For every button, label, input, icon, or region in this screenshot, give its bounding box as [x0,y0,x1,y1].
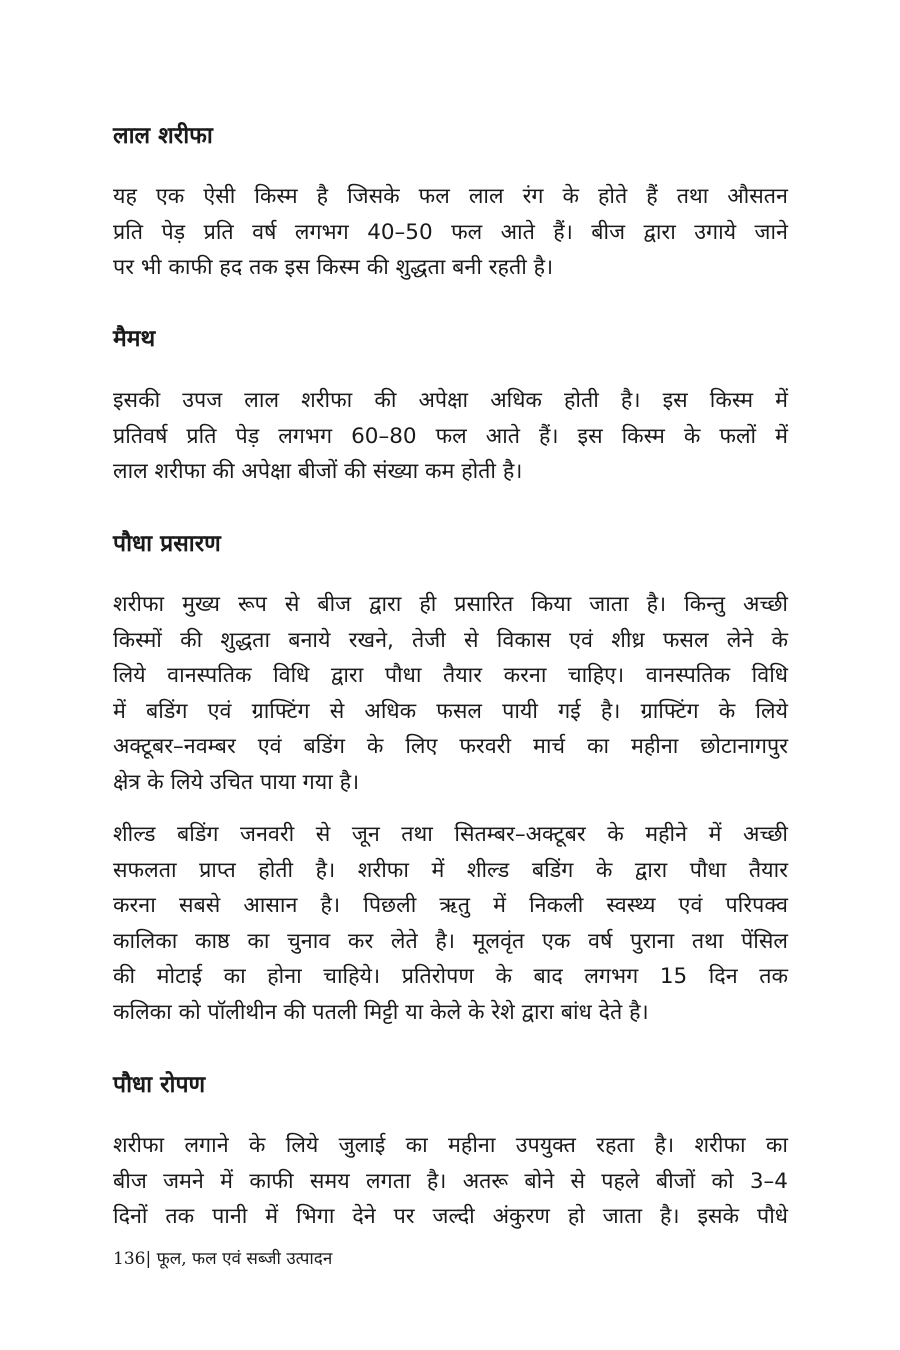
paragraph [113,179,788,286]
section-heading: पौधा प्रसारण [113,531,221,557]
paragraph-line: में बडिंग एवं ग्राफ्टिंग से अधिक फसल पायी गई है। ग्राफ्टिंग के लिये [113,698,788,724]
page-footer [113,1247,332,1271]
paragraph-line: लिये वानस्पतिक विधि द्वारा पौधा तैयार करना चाहिए। वानस्पतिक विधि [113,663,788,688]
paragraph-line: इसकी उपज लाल शरीफा की अपेक्षा अधिक होती है। इस किस्म में [113,388,788,413]
paragraph-line: शरीफा मुख्य रूप से बीज द्वारा ही प्रसारित किया जाता है। किन्तु अच्छी [113,592,788,617]
paragraph-line: कलिका को पॉलीथीन की पतली मिट्टी या केले के रेशे द्वारा बांध देते है। [113,999,649,1025]
paragraph-line: किस्मों की शुद्धता बनाये रखने, तेजी से विकास एवं शीध्र फसल लेने के [113,627,788,653]
page-number: 136 [113,1249,146,1269]
paragraph-line: सफलता प्राप्त होती है। शरीफा में शील्ड बडिंग के द्वारा पौधा तैयार [113,857,788,883]
paragraph-line: अक्टूबर–नवम्बर एवं बडिंग के लिए फरवरी मार्च का महीना छोटानागपुर [113,734,788,759]
paragraph-line: पर भी काफी हद तक इस किस्म की शुद्धता बनी रहती है। [113,255,554,280]
paragraph-line: की मोटाई का होना चाहिये। प्रतिरोपण के बाद लगभग 15 दिन तक [113,964,788,989]
section-heading: पौधा रोपण [113,1072,206,1098]
paragraph-line: यह एक ऐसी किस्म है जिसके फल लाल रंग के होते हैं तथा औसतन [113,184,788,209]
paragraph-line: दिनों तक पानी में भिगा देने पर जल्दी अंकुरण हो जाता है। इसके पौधे [113,1204,788,1229]
paragraph [113,587,788,800]
paragraph-line: शरीफा लगाने के लिये जुलाई का महीना उपयुक्त रहता है। शरीफा का [113,1133,788,1158]
paragraph-line: कालिका काष्ठ का चुनाव कर लेते है। मूलवृंत एक वर्ष पुराना तथा पेंसिल [113,928,788,954]
footer-separator: | [145,1249,152,1269]
paragraph [113,817,788,1030]
paragraph-line: करना सबसे आसान है। पिछली ऋतु में निकली स्वस्थ्य एवं परिपक्व [113,893,788,918]
paragraph [113,383,788,490]
section-heading: मैमथ [113,326,156,352]
paragraph-line: प्रति पेड़ प्रति वर्ष लगभग 40–50 फल आते हैं। बीज द्वारा उगाये जाने [113,219,788,245]
book-title: फूल, फल एवं सब्जी उत्पादन [151,1249,333,1269]
section-heading: लाल शरीफा [113,123,213,149]
paragraph [113,1128,788,1235]
paragraph-line: शील्ड बडिंग जनवरी से जून तथा सितम्बर–अक्टूबर के महीने में अच्छी [113,822,788,847]
paragraph-line: क्षेत्र के लिये उचित पाया गया है। [113,769,360,795]
paragraph-line: प्रतिवर्ष प्रति पेड़ लगभग 60–80 फल आते हैं। इस किस्म के फलों में [113,423,788,449]
paragraph-line: बीज जमने में काफी समय लगता है। अतरू बोने से पहले बीजों को 3–4 [113,1168,788,1194]
paragraph-line: लाल शरीफा की अपेक्षा बीजों की संख्या कम होती है। [113,459,523,484]
